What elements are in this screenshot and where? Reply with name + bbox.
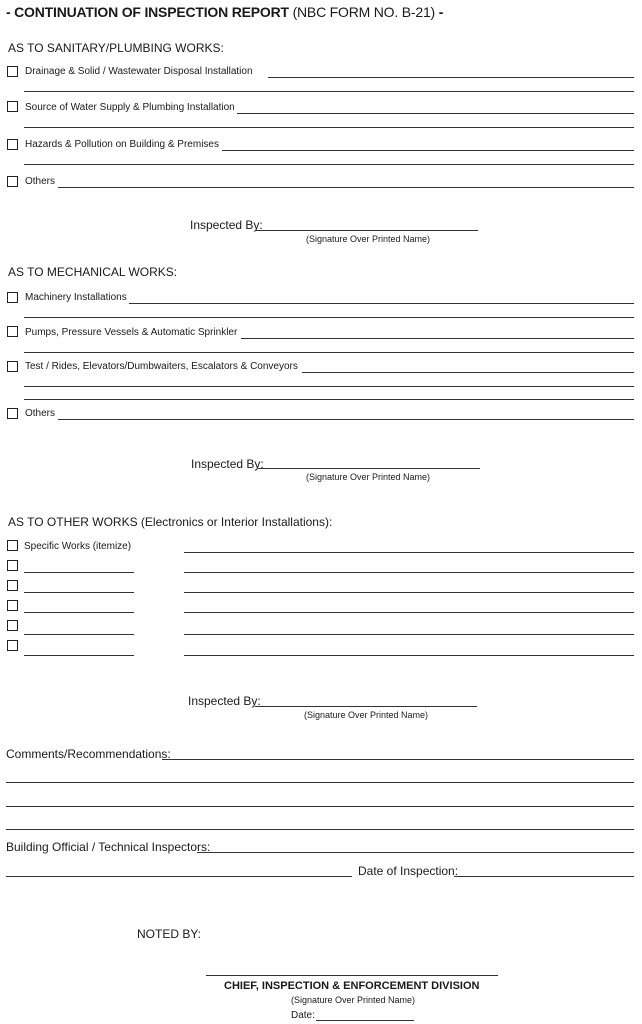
comments-line-4[interactable] <box>6 829 634 830</box>
item-4-name-line[interactable] <box>24 634 134 635</box>
item-1-detail-line[interactable] <box>184 572 634 573</box>
other-works-section-heading: AS TO OTHER WORKS (Electronics or Interior Installations): <box>8 515 333 529</box>
noted-by-signature-line[interactable] <box>206 975 498 976</box>
pumps-checkbox[interactable] <box>7 326 18 337</box>
hazards-checkbox[interactable] <box>7 139 18 150</box>
item-5-detail-line[interactable] <box>184 655 634 656</box>
mechanical-signature-note: (Signature Over Printed Name) <box>306 472 431 482</box>
elevators-label: Test / Rides, Elevators/Dumbwaiters, Escalators & Conveyors <box>25 361 298 372</box>
sanitary-signature-note: (Signature Over Printed Name) <box>306 234 431 244</box>
page-title <box>6 4 443 20</box>
elevators-line[interactable] <box>302 372 634 373</box>
hazards-line-2[interactable] <box>24 164 634 165</box>
water-supply-label: Source of Water Supply & Plumbing Installation <box>25 102 235 113</box>
sanitary-inspected-by-label: Inspected By: <box>190 218 263 232</box>
noted-by-label: NOTED BY: <box>137 927 202 941</box>
mechanical-inspected-by-label: Inspected By: <box>191 457 264 471</box>
item-5-checkbox[interactable] <box>7 640 18 651</box>
chief-signature-note: (Signature Over Printed Name) <box>291 995 416 1005</box>
comments-line-1[interactable] <box>162 759 634 760</box>
sanitary-section-heading: AS TO SANITARY/PLUMBING WORKS: <box>8 41 224 55</box>
mechanical-others-checkbox[interactable] <box>7 408 18 419</box>
item-3-checkbox[interactable] <box>7 600 18 611</box>
mechanical-others-line[interactable] <box>58 419 634 420</box>
water-supply-line-2[interactable] <box>24 127 634 128</box>
drainage-line[interactable] <box>268 77 634 78</box>
form-number: (NBC FORM NO. B-21) <box>292 4 435 20</box>
chief-title: CHIEF, INSPECTION & ENFORCEMENT DIVISION <box>224 980 480 992</box>
item-3-detail-line[interactable] <box>184 612 634 613</box>
title-dash: - <box>438 4 444 20</box>
sanitary-others-checkbox[interactable] <box>7 176 18 187</box>
drainage-checkbox[interactable] <box>7 66 18 77</box>
specific-works-line[interactable] <box>184 552 634 553</box>
machinery-label: Machinery Installations <box>25 292 127 303</box>
item-4-checkbox[interactable] <box>7 620 18 631</box>
building-official-line-2[interactable] <box>6 876 352 877</box>
sanitary-others-label: Others <box>25 176 56 187</box>
date-of-inspection-label: Date of Inspection: <box>358 864 459 878</box>
item-4-detail-line[interactable] <box>184 634 634 635</box>
item-5-name-line[interactable] <box>24 655 134 656</box>
form-title: - CONTINUATION OF INSPECTION REPORT <box>6 4 289 20</box>
mechanical-section-heading: AS TO MECHANICAL WORKS: <box>8 265 178 279</box>
hazards-line[interactable] <box>222 150 634 151</box>
item-1-name-line[interactable] <box>24 572 134 573</box>
comments-label: Comments/Recommendations: <box>6 747 171 761</box>
elevators-line-3[interactable] <box>24 399 634 400</box>
chief-date-label: Date: <box>291 1010 315 1021</box>
mechanical-signature-line[interactable] <box>258 468 480 469</box>
pumps-line[interactable] <box>241 338 634 339</box>
drainage-line-2[interactable] <box>24 91 634 92</box>
elevators-line-2[interactable] <box>24 386 634 387</box>
drainage-label: Drainage & Solid / Wastewater Disposal Installation <box>25 66 253 77</box>
specific-works-label: Specific Works (itemize) <box>24 541 132 552</box>
sanitary-signature-line[interactable] <box>256 230 478 231</box>
machinery-line-2[interactable] <box>24 317 634 318</box>
specific-works-checkbox[interactable] <box>7 540 18 551</box>
chief-date-line[interactable] <box>316 1020 414 1021</box>
item-1-checkbox[interactable] <box>7 560 18 571</box>
item-2-name-line[interactable] <box>24 592 134 593</box>
water-supply-checkbox[interactable] <box>7 101 18 112</box>
comments-line-2[interactable] <box>6 782 634 783</box>
elevators-checkbox[interactable] <box>7 361 18 372</box>
building-official-label: Building Official / Technical Inspectors: <box>6 840 211 854</box>
other-works-inspected-by-label: Inspected By: <box>188 694 261 708</box>
item-2-detail-line[interactable] <box>184 592 634 593</box>
other-works-signature-note: (Signature Over Printed Name) <box>304 710 429 720</box>
building-official-line[interactable] <box>197 852 634 853</box>
mechanical-others-label: Others <box>25 408 56 419</box>
other-works-signature-line[interactable] <box>255 706 477 707</box>
item-2-checkbox[interactable] <box>7 580 18 591</box>
date-of-inspection-line[interactable] <box>454 876 634 877</box>
pumps-line-2[interactable] <box>24 352 634 353</box>
machinery-line[interactable] <box>129 303 634 304</box>
comments-line-3[interactable] <box>6 806 634 807</box>
water-supply-line[interactable] <box>237 113 634 114</box>
item-3-name-line[interactable] <box>24 612 134 613</box>
sanitary-others-line[interactable] <box>58 187 634 188</box>
hazards-label: Hazards & Pollution on Building & Premises <box>25 139 219 150</box>
pumps-label: Pumps, Pressure Vessels & Automatic Sprinkler <box>25 327 238 338</box>
machinery-checkbox[interactable] <box>7 292 18 303</box>
